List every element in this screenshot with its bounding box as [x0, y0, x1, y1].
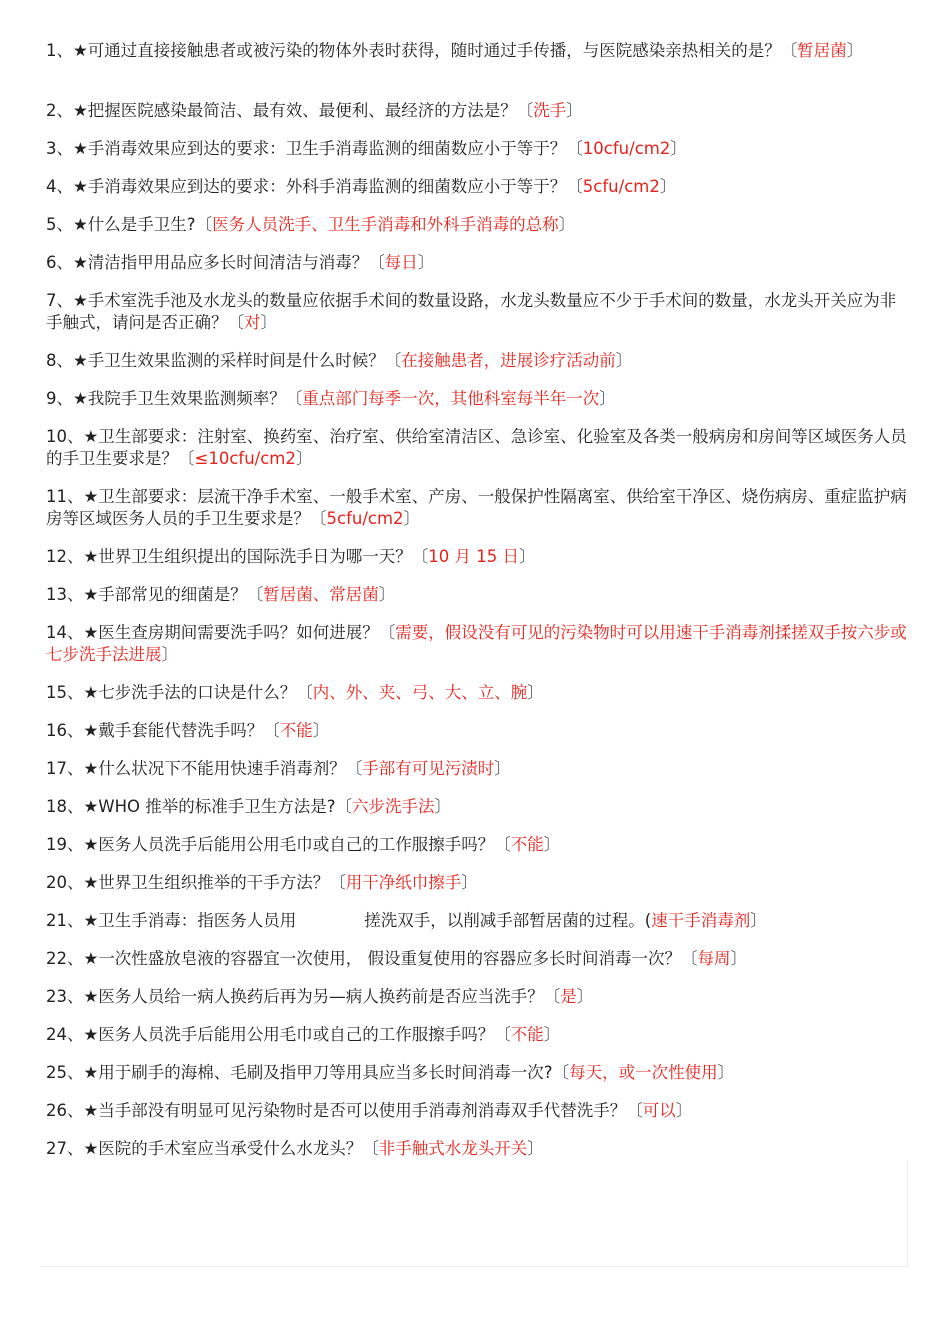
question-number: 23、 [46, 987, 84, 1006]
star-icon: ★ [73, 41, 88, 60]
answer-close-bracket: 〕 [161, 645, 178, 664]
question-item [46, 872, 912, 894]
star-icon: ★ [83, 949, 99, 968]
question-number: 9、 [46, 389, 73, 408]
answer-open-bracket: 〔 [263, 721, 280, 740]
answer-close-bracket: 〕 [403, 509, 421, 528]
answer-open-bracket: 〔 [246, 585, 264, 604]
answer-open-bracket: 〔 [362, 1139, 379, 1158]
question-number: 1、 [46, 41, 73, 60]
question-number: 8、 [46, 351, 73, 370]
question-item [46, 486, 912, 530]
question-number: 14、 [46, 623, 84, 642]
star-icon: ★ [73, 389, 88, 408]
answer-open-bracket: 〔 [626, 1101, 643, 1120]
answer-open-bracket: 〔 [378, 623, 396, 642]
question-text: 什么状况下不能用快速手消毒剂？ [98, 759, 346, 778]
question-item [46, 290, 912, 334]
question-text: 医务人员洗手后能用公用毛巾或自己的工作服擦手吗？ [98, 1025, 495, 1044]
star-icon: ★ [73, 253, 88, 272]
answer-text: 非手触式水龙头开关 [378, 1139, 528, 1158]
question-text: 卫生手消毒：指医务人员用 [98, 911, 297, 930]
answer-close-bracket: 〕 [260, 313, 277, 332]
question-text: 把握医院感染最简洁、最有效、最便利、最经济的方法是？ [87, 101, 517, 120]
answer-close-bracket: 〕 [730, 949, 748, 968]
question-list [46, 40, 912, 1176]
star-icon: ★ [83, 987, 99, 1006]
star-icon: ★ [83, 835, 99, 854]
question-item [46, 138, 912, 160]
question-number: 24、 [46, 1025, 84, 1044]
question-number: 19、 [46, 835, 84, 854]
question-text: 世界卫生组织推举的干手方法？ [98, 873, 330, 892]
star-icon: ★ [73, 101, 88, 120]
answer-close-bracket: 〕 [670, 139, 687, 158]
answer-text: 速干手消毒剂 [651, 911, 751, 930]
question-item [46, 834, 912, 856]
question-item [46, 350, 912, 372]
page-bottom-rule [40, 1266, 908, 1267]
answer-open-bracket: 〔 [552, 1063, 570, 1082]
star-icon: ★ [83, 487, 99, 506]
answer-open-bracket: 〔 [310, 509, 327, 528]
answer-close-bracket: 〕 [519, 547, 536, 566]
answer-text: 在接触患者，进展诊疗活动前 [401, 351, 616, 370]
question-item [46, 682, 912, 704]
answer-close-bracket: 〕 [566, 101, 583, 120]
answer-text: 手部有可见污渍时 [362, 759, 495, 778]
question-text: 手部常见的细菌是？ [98, 585, 247, 604]
answer-close-bracket: 〕 [434, 797, 452, 816]
question-item [46, 1100, 912, 1122]
question-item [46, 1024, 912, 1046]
question-text: 七步洗手法的口诀是什么？ [98, 683, 297, 702]
question-text: 清洁指甲用品应多长时间清洁与消毒？ [87, 253, 369, 272]
question-item [46, 1062, 912, 1084]
question-item [46, 388, 912, 410]
star-icon: ★ [83, 1025, 99, 1044]
answer-close-bracket: 〕 [378, 585, 396, 604]
answer-text: ≤10cfu/cm2 [194, 449, 296, 468]
question-number: 15、 [46, 683, 84, 702]
answer-text: 5cfu/cm2 [326, 509, 404, 528]
question-item [46, 176, 912, 198]
question-number: 7、 [46, 291, 73, 310]
answer-close-bracket: 〕 [295, 449, 313, 468]
question-text-continued: 搓洗双手，以削减手部暂居菌的过程。 [364, 911, 645, 930]
question-text: 医生查房期间需要洗手吗？如何进展？ [98, 623, 379, 642]
answer-close-bracket: 〕 [599, 389, 616, 408]
answer-text: 医务人员洗手、卫生手消毒和外科手消毒的总称 [212, 215, 559, 234]
question-text: 医院的手术室应当承受什么水龙头？ [98, 1139, 363, 1158]
question-number: 3、 [46, 139, 73, 158]
answer-text: 不能 [510, 1025, 544, 1044]
star-icon: ★ [83, 797, 99, 816]
question-number: 13、 [46, 585, 84, 604]
question-number: 25、 [46, 1063, 84, 1082]
answer-open-bracket: 〔 [494, 1025, 511, 1044]
page-edge-rule [907, 1160, 908, 1266]
question-text: 我院手卫生效果监测频率？ [87, 389, 286, 408]
answer-close-bracket: 〕 [750, 911, 767, 930]
star-icon: ★ [83, 1139, 99, 1158]
answer-open-bracket: 〔 [384, 351, 402, 370]
star-icon: ★ [83, 721, 99, 740]
answer-close-bracket: 〕 [558, 215, 576, 234]
question-number: 17、 [46, 759, 84, 778]
question-number: 10、 [46, 427, 84, 446]
question-number: 18、 [46, 797, 84, 816]
answer-text: 用干净纸巾擦手 [345, 873, 462, 892]
answer-text: 暂居菌、常居菌 [263, 585, 379, 604]
answer-open-bracket: 〔 [543, 987, 561, 1006]
answer-text: 5cfu/cm2 [582, 177, 660, 196]
question-text: 手消毒效果应到达的要求：卫生手消毒监测的细菌数应小于等于？ [87, 139, 567, 158]
question-number: 16、 [46, 721, 84, 740]
question-number: 2、 [46, 101, 73, 120]
star-icon: ★ [83, 911, 99, 930]
answer-open-bracket: 〔 [296, 683, 313, 702]
answer-close-bracket: 〕 [659, 177, 677, 196]
question-text: 当手部没有明显可见污染物时是否可以使用手消毒剂消毒双手代替洗手？ [98, 1101, 627, 1120]
question-item [46, 910, 912, 932]
question-item [46, 40, 912, 84]
question-text: 用于刷手的海棉、毛刷及指甲刀等用具应当多长时间消毒一次? [98, 1063, 553, 1082]
question-item [46, 100, 912, 122]
answer-text: 每天，或一次性使用 [569, 1063, 718, 1082]
answer-open-bracket: 〔 [335, 797, 353, 816]
star-icon: ★ [83, 623, 99, 642]
question-number: 4、 [46, 177, 73, 196]
question-number: 26、 [46, 1101, 84, 1120]
answer-open-bracket: 〔 [566, 177, 583, 196]
question-text: 什么是手卫生? [87, 215, 196, 234]
star-icon: ★ [83, 1101, 99, 1120]
question-item [46, 758, 912, 780]
question-item [46, 948, 912, 970]
question-number: 21、 [46, 911, 84, 930]
question-text: 手卫生效果监测的采样时间是什么时候？ [87, 351, 385, 370]
question-item [46, 214, 912, 236]
question-item [46, 1138, 912, 1160]
star-icon: ★ [73, 215, 88, 234]
answer-open-bracket: 〔 [494, 835, 511, 854]
answer-close-bracket: 〕 [417, 253, 435, 272]
question-number: 22、 [46, 949, 84, 968]
star-icon: ★ [73, 351, 88, 370]
question-text: 卫生部要求：层流干净手术室、一般手术室、产房、一般保护性隔离室、供给室干净区、烧伤病房、重症监护病房等区域医务人员的手卫生要求是？ [46, 487, 907, 528]
answer-open-bracket: 〔 [345, 759, 363, 778]
star-icon: ★ [73, 291, 88, 310]
question-text: 戴手套能代替洗手吗？ [98, 721, 264, 740]
answer-close-bracket: 〕 [846, 41, 864, 60]
answer-text: 重点部门每季一次，其他科室每半年一次 [302, 389, 600, 408]
answer-close-bracket: 〕 [527, 683, 544, 702]
question-number: 6、 [46, 253, 73, 272]
answer-close-bracket: 〕 [494, 759, 511, 778]
answer-open-bracket: 〔 [566, 139, 583, 158]
question-item [46, 584, 912, 606]
answer-close-bracket: 〕 [675, 1101, 693, 1120]
answer-text: 六步洗手法 [352, 797, 435, 816]
answer-close-bracket: 〕 [543, 835, 561, 854]
star-icon: ★ [83, 759, 99, 778]
question-item [46, 720, 912, 742]
answer-open-bracket: 〔 [780, 41, 798, 60]
question-text: WHO 推举的标准手卫生方法是? [98, 797, 336, 816]
answer-open-bracket: 〔 [227, 313, 244, 332]
star-icon: ★ [83, 585, 99, 604]
question-text: 手术室洗手池及水龙头的数量应依据手术间的数量设路，水龙头数量应不少于手术间的数量，水龙头开关应为非手触式，请问是否正确？ [46, 291, 897, 332]
answer-open-bracket: 〔 [411, 547, 429, 566]
answer-open-bracket: ( [644, 911, 652, 930]
answer-text: 是 [560, 987, 577, 1006]
answer-text: 可以 [642, 1101, 676, 1120]
answer-text: 不能 [279, 721, 313, 740]
question-number: 11、 [46, 487, 84, 506]
answer-close-bracket: 〕 [543, 1025, 561, 1044]
answer-open-bracket: 〔 [329, 873, 346, 892]
answer-close-bracket: 〕 [461, 873, 478, 892]
answer-text: 对 [244, 313, 261, 332]
answer-text: 10 月 15 日 [428, 547, 520, 566]
answer-text: 每周 [697, 949, 731, 968]
question-text: 可通过直接接触患者或被污染的物体外表时获得，随时通过手传播，与医院感染亲热相关的是？ [87, 41, 781, 60]
answer-text: 10cfu/cm2 [582, 139, 671, 158]
question-item [46, 796, 912, 818]
star-icon: ★ [83, 427, 99, 446]
question-number: 20、 [46, 873, 84, 892]
answer-open-bracket: 〔 [285, 389, 303, 408]
question-text: 手消毒效果应到达的要求：外科手消毒监测的细菌数应小于等于？ [87, 177, 567, 196]
answer-close-bracket: 〕 [576, 987, 594, 1006]
question-text: 卫生部要求：注射室、换药室、治疗室、供给室清洁区、急诊室、化验室及各类一般病房和房间等区域医务人员的手卫生要求是？ [46, 427, 907, 468]
star-icon: ★ [83, 547, 99, 566]
star-icon: ★ [83, 683, 99, 702]
star-icon: ★ [83, 1063, 99, 1082]
answer-text: 洗手 [533, 101, 567, 120]
question-text: 医务人员洗手后能用公用毛巾或自己的工作服擦手吗？ [98, 835, 495, 854]
answer-text: 内、外、夹、弓、大、立、腕 [312, 683, 528, 702]
star-icon: ★ [83, 873, 99, 892]
question-item [46, 546, 912, 568]
answer-text: 每日 [384, 253, 418, 272]
answer-close-bracket: 〕 [615, 351, 633, 370]
star-icon: ★ [73, 139, 88, 158]
question-number: 12、 [46, 547, 84, 566]
question-item [46, 986, 912, 1008]
question-number: 5、 [46, 215, 73, 234]
answer-open-bracket: 〔 [681, 949, 698, 968]
question-number: 27、 [46, 1139, 84, 1158]
question-item [46, 252, 912, 274]
answer-open-bracket: 〔 [195, 215, 213, 234]
answer-open-bracket: 〔 [178, 449, 195, 468]
question-text: 世界卫生组织提出的国际洗手日为哪一天？ [98, 547, 412, 566]
question-text: 医务人员给一病人换药后再为另—病人换药前是否应当洗手？ [98, 987, 544, 1006]
answer-text: 不能 [510, 835, 544, 854]
question-text: 一次性盛放皂液的容器宜一次使用， 假设重复使用的容器应多长时间消毒一次？ [98, 949, 682, 968]
question-item [46, 622, 912, 666]
answer-open-bracket: 〔 [516, 101, 534, 120]
answer-close-bracket: 〕 [312, 721, 330, 740]
answer-close-bracket: 〕 [527, 1139, 544, 1158]
answer-open-bracket: 〔 [368, 253, 385, 272]
answer-text: 暂居菌 [797, 41, 847, 60]
answer-close-bracket: 〕 [717, 1063, 735, 1082]
answer-text: 需要，假设没有可见的污染物时可以用速干手消毒剂揉搓双手按六步或七步洗手法进展 [46, 623, 907, 664]
question-item [46, 426, 912, 470]
star-icon: ★ [73, 177, 88, 196]
